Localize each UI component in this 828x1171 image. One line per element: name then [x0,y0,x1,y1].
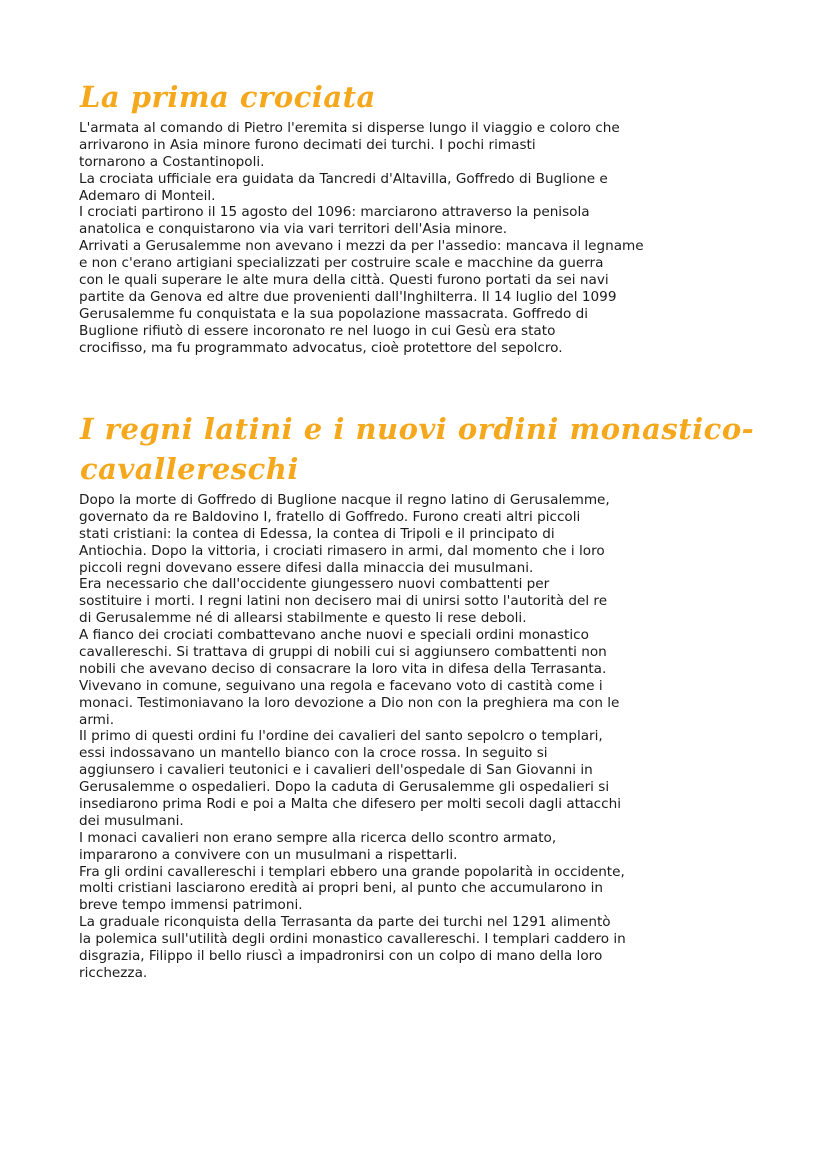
section-body-latin-kingdoms [79,492,769,982]
text-line: disgrazia, Filippo il bello riuscì a impadronirsi con un colpo di mano della loro [79,948,603,965]
section-title-first-crusade: La prima crociata [80,80,376,114]
text-line: piccoli regni dovevano essere difesi dalla minaccia dei musulmani. [79,559,534,576]
text-line: crocifisso, ma fu programmato advocatus, cioè protettore del sepolcro. [79,339,563,356]
text-line: Gerusalemme o ospedalieri. Dopo la caduta di Gerusalemme gli ospedalieri si [79,779,610,796]
text-line: aggiunsero i cavalieri teutonici e i cavalieri dell'ospedale di San Giovanni in [79,762,593,779]
text-line: Vivevano in comune, seguivano una regola e facevano voto di castità come i [79,677,603,694]
text-line: partite da Genova ed altre due provenienti dall'Inghilterra. Il 14 luglio del 1099 [79,288,617,305]
text-line: Il primo di questi ordini fu l'ordine dei cavalieri del santo sepolcro o templari, [79,728,603,745]
text-line: La graduale riconquista della Terrasanta da parte dei turchi nel 1291 alimentò [79,914,611,931]
text-line: arrivarono in Asia minore furono decimati dei turchi. I pochi rimasti [79,136,536,153]
text-line: ricchezza. [79,964,148,981]
text-line: con le quali superare le alte mura della città. Questi furono portati da sei navi [79,272,609,289]
text-line: sostituire i morti. I regni latini non decisero mai di unirsi sotto l'autorità del re [79,593,608,610]
text-line: Dopo la morte di Goffredo di Buglione nacque il regno latino di Gerusalemme, [79,492,610,508]
text-line: monaci. Testimoniavano la loro devozione a Dio non con la preghiera ma con le [79,694,620,711]
text-line: Gerusalemme fu conquistata e la sua popolazione massacrata. Goffredo di [79,305,588,322]
text-line: dei musulmani. [79,812,184,829]
text-line: breve tempo immensi patrimoni. [79,897,303,914]
text-line: cavallereschi. Si trattava di gruppi di nobili cui si aggiunsero combattenti non [79,644,607,661]
text-line: A fianco dei crociati combattevano anche nuovi e speciali ordini monastico [79,627,589,644]
text-line: di Gerusalemme né di allearsi stabilmente e questo li rese deboli. [79,610,527,627]
text-line: stati cristiani: la contea di Edessa, la contea di Tripoli e il principato di [79,525,555,542]
text-line: Buglione rifiutò di essere incoronato re nel luogo in cui Gesù era stato [79,322,556,339]
text-line: L'armata al comando di Pietro l'eremita si disperse lungo il viaggio e coloro che [79,120,620,136]
text-line: molti cristiani lasciarono eredità ai propri beni, al punto che accumularono in [79,880,604,897]
text-line: e non c'erano artigiani specializzati per costruire scale e macchine da guerra [79,255,604,272]
text-line: nobili che avevano deciso di consacrare la loro vita in difesa della Terrasanta. [79,660,607,677]
section-body-first-crusade [79,120,769,356]
text-line: La crociata ufficiale era guidata da Tancredi d'Altavilla, Goffredo di Buglione e [79,170,608,187]
text-line: tornarono a Costantinopoli. [79,153,265,170]
text-line: I crociati partirono il 15 agosto del 1096: marciarono attraverso la penisola [79,204,590,221]
text-line: insediarono prima Rodi e poi a Malta che difesero per molti secoli dagli attacchi [79,796,621,813]
text-line: essi indossavano un mantello bianco con la croce rossa. In seguito si [79,745,548,762]
text-line: Era necessario che dall'occidente giungessero nuovi combattenti per [79,576,550,593]
text-line: Antiochia. Dopo la vittoria, i crociati rimasero in armi, dal momento che i loro [79,542,605,559]
text-line: governato da re Baldovino I, fratello di Goffredo. Furono creati altri piccoli [79,508,581,525]
text-line: impararono a convivere con un musulmani a rispettarli. [79,846,458,863]
text-line: armi. [79,711,115,728]
section-title-latin-kingdoms-line2: cavallereschi [80,452,299,486]
section-title-latin-kingdoms-line1: I regni latini e i nuovi ordini monastico- [80,412,755,446]
text-line: Arrivati a Gerusalemme non avevano i mezzi da per l'assedio: mancava il legname [79,238,644,255]
text-line: Fra gli ordini cavallereschi i templari ebbero una grande popolarità in occidente, [79,863,625,880]
text-line: la polemica sull'utilità degli ordini monastico cavallereschi. I templari caddero in [79,931,626,948]
text-line: Ademaro di Monteil. [79,187,216,204]
text-line: I monaci cavalieri non erano sempre alla ricerca dello scontro armato, [79,829,557,846]
text-line: anatolica e conquistarono via via vari territori dell'Asia minore. [79,221,508,238]
